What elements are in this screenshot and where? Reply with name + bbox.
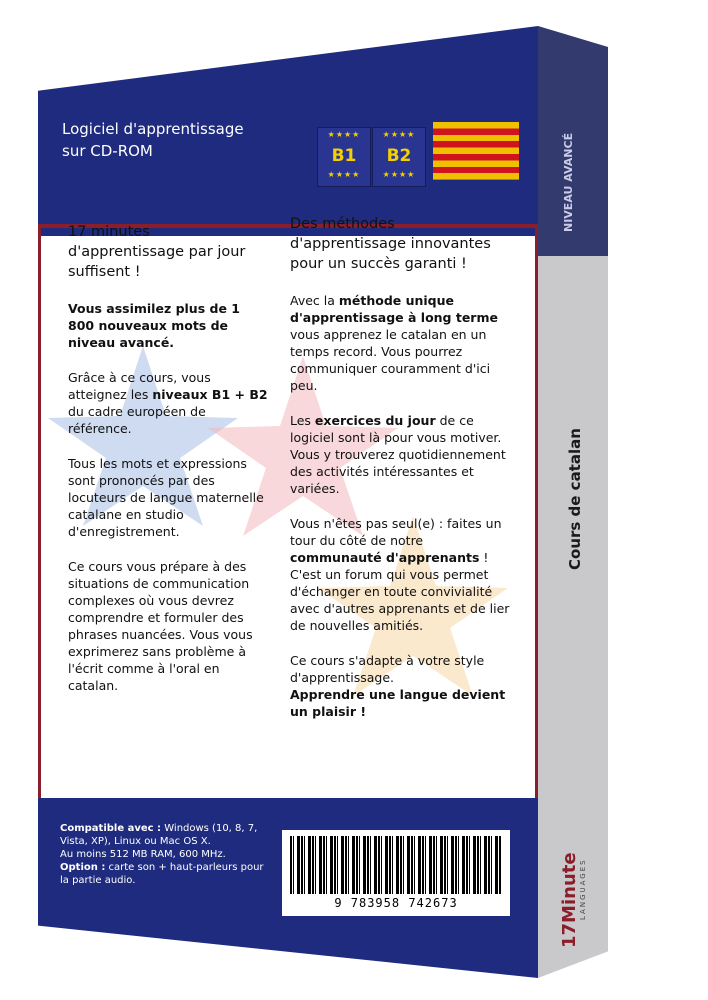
- barcode: [282, 830, 510, 916]
- badge-b2: [372, 127, 426, 187]
- badge-b1-label: B1: [331, 146, 357, 166]
- ram-text: Au moins 512 MB RAM, 600 MHz.: [60, 849, 226, 860]
- brand-logo-text: 17Minute: [559, 852, 580, 948]
- spine-title: [548, 230, 600, 590]
- brand-logo: [553, 800, 593, 950]
- brand-logo-sub: LANGUAGES: [579, 858, 587, 920]
- right-column: [290, 214, 512, 738]
- right-heading: Des méthodes d'apprentissage innovantes pour un succès garanti !: [290, 216, 491, 272]
- header-title-line2: sur CD-ROM: [62, 142, 153, 160]
- eu-stars-icon: ★★★★: [382, 170, 416, 179]
- right-p3: Vous n'êtes pas seul(e) : faites un tour du côté de notre communauté d'apprenants ! C'est un forum qui vous permet d'échanger en toute convivialité avec d'autres apprenants et de lier de nouvelles amitiés.: [290, 516, 510, 633]
- compat-text: Windows (10, 8, 7, Vista, XP), Linux ou Mac OS X.: [60, 823, 258, 847]
- eu-stars-icon: ★★★★: [327, 170, 361, 179]
- header-title: [62, 118, 244, 162]
- left-p3: Tous les mots et expressions sont prononcés par des locuteurs de langue maternelle catalane en studio d'enregistrement.: [68, 456, 264, 539]
- option-label: Option :: [60, 862, 106, 873]
- right-p1: Avec la méthode unique d'apprentissage à long terme vous apprenez le catalan en un temps record. Vous pourrez communiquer couramment d'ici peu.: [290, 293, 498, 393]
- barcode-number: 9 783958 742673: [334, 896, 458, 910]
- right-p4: Ce cours s'adapte à votre style d'apprentissage. Apprendre une langue devient un plaisir !: [290, 653, 506, 719]
- left-p4: Ce cours vous prépare à des situations de communication complexes où vous devrez comprendre et formuler des phrases nuancées. Vous vous exprimerez sans problème à l'écrit comme à l'oral en catalan.: [68, 559, 253, 693]
- compat-label: Compatible avec :: [60, 823, 162, 834]
- spine-level-text: NIVEAU AVANCÉ: [562, 132, 575, 232]
- badge-b2-label: B2: [386, 146, 412, 166]
- eu-stars-icon: ★★★★: [382, 130, 416, 139]
- left-p2: Grâce à ce cours, vous atteignez les niveaux B1 + B2 du cadre européen de référence.: [68, 370, 268, 436]
- left-heading: 17 minutes d'apprentissage par jour suffisent !: [68, 224, 246, 280]
- right-p2: Les exercices du jour de ce logiciel sont là pour vous motiver. Vous y trouverez quotidiennement des activités intéressantes et variées.: [290, 413, 506, 496]
- badge-b1: [317, 127, 371, 187]
- left-p1: Vous assimilez plus de 1 800 nouveaux mots de niveau avancé.: [68, 301, 240, 350]
- spine-title-text: Cours de catalan: [566, 428, 584, 570]
- header-title-line1: Logiciel d'apprentissage: [62, 120, 244, 138]
- left-column: [68, 222, 268, 712]
- catalan-flag-icon: [433, 122, 519, 180]
- eu-stars-icon: ★★★★: [327, 130, 361, 139]
- system-requirements: [60, 822, 270, 887]
- option-text: carte son + haut-parleurs pour la partie audio.: [60, 862, 264, 886]
- barcode-bars: [290, 836, 502, 894]
